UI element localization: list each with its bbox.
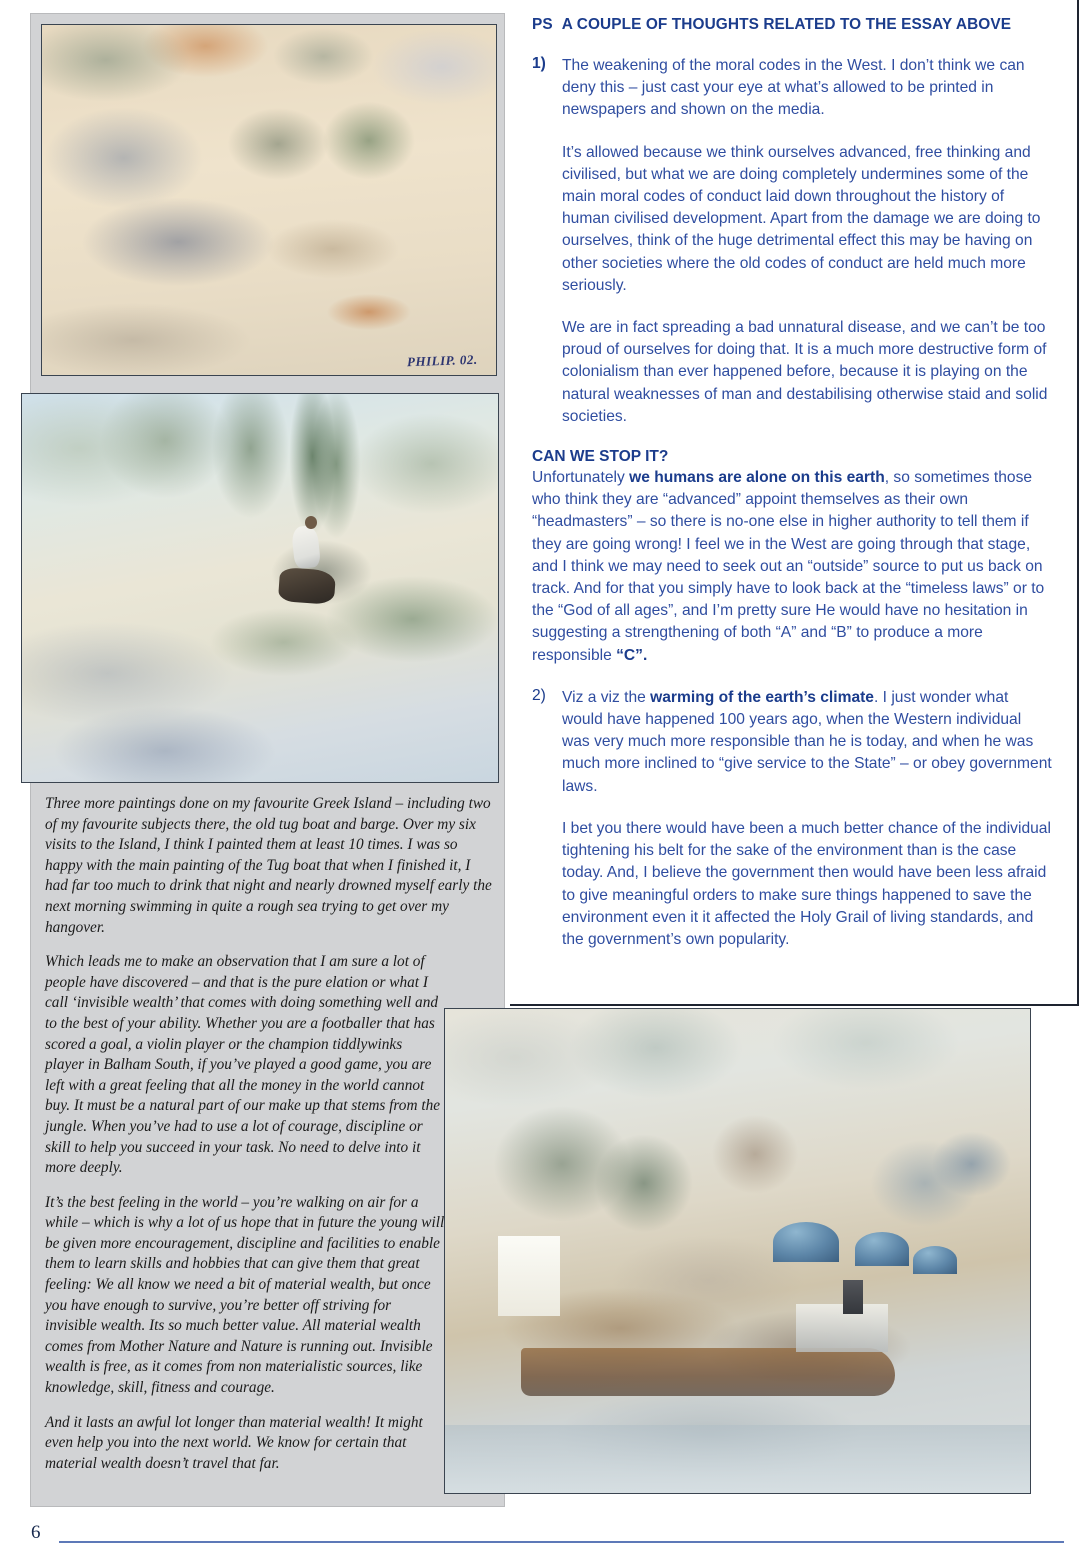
ps-heading [532,16,1052,34]
numbered-item-2 [532,687,1052,951]
painting-donkey-rider [21,393,499,783]
cwsi-text-after: , so sometimes those who think they are “advanced” appoint themselves as their own “headmasters” – so there is no-one else in higher authority to tell them if they are going wrong! I feel we in the West are going through that stage, and I think we may need to seek out an “outside” source to put us back on track. And for that you simply have to look back at the “timeless laws” or to the “God of all ages”, and I’m pretty sure He would have no hesitation in suggesting a strengthening of both “A” and “B” to produce a more responsible [532,469,1045,664]
right-essay-panel [510,0,1079,1006]
item-1-paragraph-2: It’s allowed because we think ourselves advanced, free thinking and civilised, but what we are doing completely undermines some of the main moral codes of conduct laid down throughout the history of human civilised development. Apart from the damage we are doing to ourselves, think of the huge detrimental effect this may be having on other societies where the old codes of conduct are held much more seriously. [562,143,1041,294]
painting-caption-text [45,794,495,1488]
boat-funnel-shape [843,1280,863,1314]
caption-paragraph-1: Three more paintings done on my favourite Greek Island – including two of my favourite subjects there, the old tug boat and barge. Over my six visits to the Island, I think I painted them at least 10 times. I was so happy with the main painting of the Tug boat that when I finished it, I had far too much to drink that night and nearly drowned myself early the next morning swimming in quite a rough sea trying to get over my hangover. [45,795,492,936]
boat-hull-shape [521,1348,895,1396]
item-2-text-after: . I just wonder what would have happened 100 years ago, when the Western individual was very much more responsible than he is today, and when he was much more inclined to “give service to the State” – or obey government laws. [562,688,1052,795]
footer-rule [59,1541,1064,1543]
cwsi-bold-phrase: we humans are alone on this earth [629,469,885,487]
item-1-paragraph-3: We are in fact spreading a bad unnatural disease, and we can’t be too proud of ourselves for doing that. It is a much more destructive form of colonialism than ever happened before, because it is playing on the natural weaknesses of man and destabilising otherwise staid and solid societies. [562,319,1048,425]
artist-signature: PHILIP. 02. [407,351,479,370]
painting-harbour-tug-boat-sketch [41,24,497,376]
right-essay-content [532,16,1052,971]
caption-paragraph-2: Which leads me to make an observation that I am sure a lot of people have discovered – and that is the pure elation or what I call ‘invisible wealth’ that comes with doing something well and to the best of your ability. Whether you are a footballer that has scored a goal, a violin player or the champion tiddlywinks player in Balham South, if you’ve played a good game, you are left with a great feeling that all the money in the world cannot buy. It must be a natural part of our make up that stems from the jungle. When you’ve had to use a lot of courage, discipline or skill to help you succeed in your task. No need to delve into it more deeply. [45,953,441,1177]
can-we-stop-it-paragraph [532,467,1052,667]
caption-paragraph-4: And it lasts an awful lot longer than material wealth! It might even help you into the next world. We know for certain that material wealth doesn’t travel that far. [45,1413,423,1472]
left-content-panel [30,13,505,1507]
item-1-paragraph-1: The weakening of the moral codes in the West. I don’t think we can deny this – just cast your eye at what’s allowed to be printed in newspapers and shown on the media. [562,57,1025,119]
water-reflection-shape [445,1425,1030,1493]
item-2-paragraph-1 [562,687,1052,798]
ps-label: PS [532,16,553,33]
painting-greek-village-tug-boat [444,1008,1031,1494]
cwsi-text-before: Unfortunately [532,469,630,487]
item-2-bold-phrase: warming of the earth’s climate [650,688,874,706]
page-number: 6 [31,1522,41,1543]
caption-paragraph-3: It’s the best feeling in the world – you’re walking on air for a while – which is why a lot of us hope that in future the young will be given more encouragement, discipline and facilities to enable them to learn skills and hobbies that can give them that great feeling: We all know we need a bit of material wealth, but once you have enough to survive, you’re better off striving for invisible wealth. Its so much better value. All material wealth comes from Mother Nature and Nature is running out. Invisible wealth is free, as it comes from non materialistic sources, like knowledge, skill, fitness and courage. [45,1193,445,1397]
blue-dome-shape-1 [773,1222,839,1262]
white-building-shape [498,1236,560,1316]
ps-title: A COUPLE OF THOUGHTS RELATED TO THE ESSAY ABOVE [561,16,1012,33]
numbered-item-1 [532,55,1052,428]
item-2-marker: 2) [532,686,546,704]
can-we-stop-it-heading: CAN WE STOP IT? [532,448,669,466]
rider-shape [291,525,321,569]
item-2-paragraph-2: I bet you there would have been a much better chance of the individual tightening his belt for the sake of the environment than is the case today. And, I believe the government then would have been less afraid to give meaningful orders to make sure things happened to save the environment even it it affected the Holy Grail of living standards, and the government’s own popularity. [562,819,1051,948]
blue-dome-shape-3 [913,1246,957,1274]
rider-head-shape [305,516,317,529]
page-footer [0,1506,1079,1562]
donkey-shape [278,567,336,605]
cwsi-bold-tail: “C”. [616,646,648,664]
blue-dome-shape-2 [855,1232,909,1266]
item-2-text-before: Viz a viz the [562,688,651,706]
item-1-marker: 1) [532,55,546,72]
can-we-stop-it-section [532,448,1052,667]
